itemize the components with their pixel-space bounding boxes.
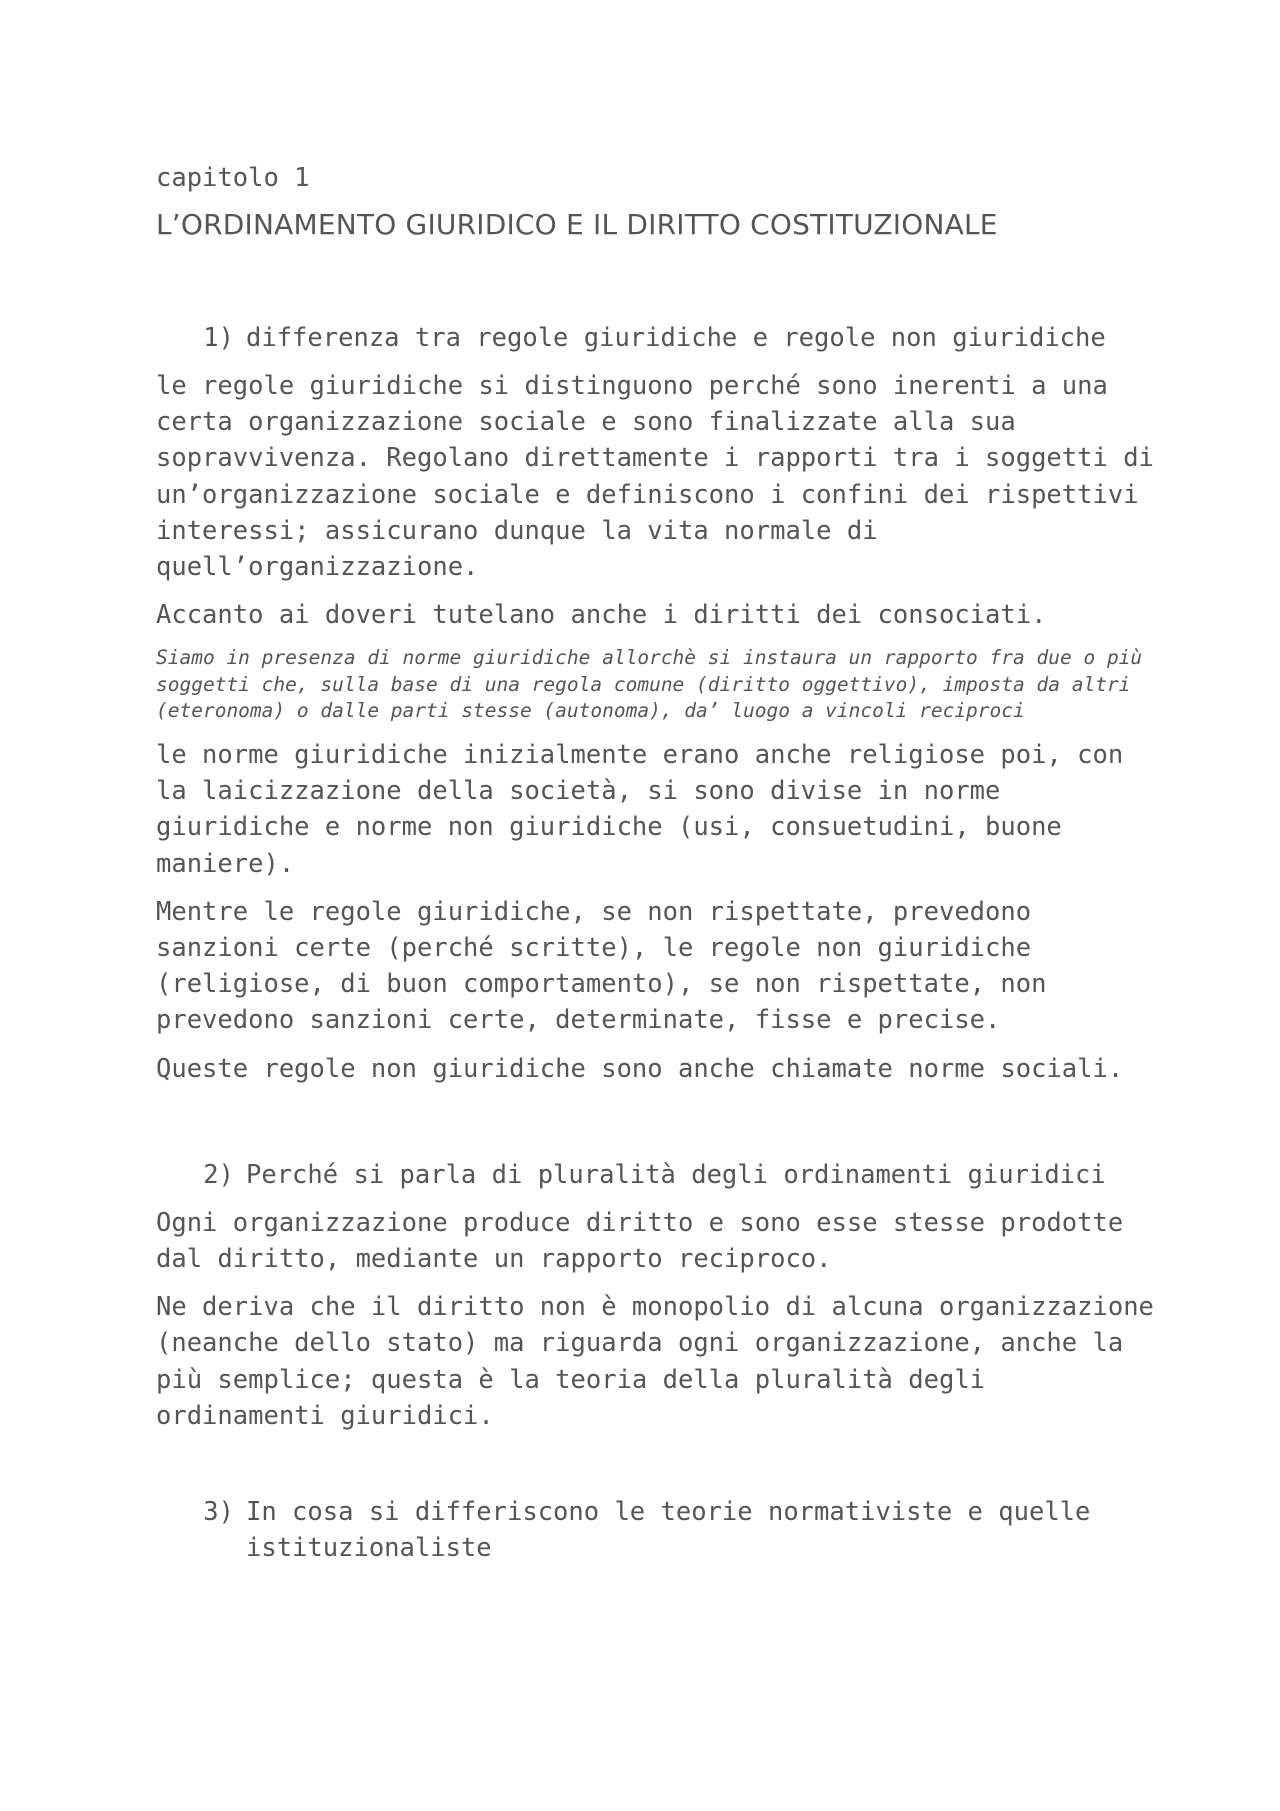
paragraph: Ne deriva che il diritto non è monopolio di alcuna organizzazione (neanche dello stato) ma riguarda ogni organizzazione, anche la più semplice; questa è la teoria della pluralità degli ordinamenti giuridici. <box>156 1292 1154 1431</box>
question-text: Perché si parla di pluralità degli ordinamenti giuridici <box>246 1159 1106 1190</box>
question-number: 3) <box>203 1496 234 1527</box>
italic-note: Siamo in presenza di norme giuridiche allorchè si instaura un rapporto fra due o più soggetti che, sulla base di una regola comune (diritto oggettivo), imposta da altri (eteronoma) o dalle parti stesse (autonoma), da’ luogo a vincoli reciproci <box>156 646 1143 723</box>
document-content <box>156 160 1156 1578</box>
paragraph: le norme giuridiche inizialmente erano anche religiose poi, con la laicizzazione della società, si sono divise in norme giuridiche e norme non giuridiche (usi, consuetudini, buone maniere). <box>156 739 1124 879</box>
question-number: 2) <box>203 1159 234 1190</box>
question-text: differenza tra regole giuridiche e regole non giuridiche <box>246 323 1106 353</box>
paragraph: le regole giuridiche si distinguono perché sono inerenti a una certa organizzazione sociale e sono finalizzate alla sua sopravvivenza. Regolano direttamente i rapporti tra i soggetti di un’organizzazione sociale e definiscono i confini dei rispettivi interessi; assicurano dunque la vita normale di quell’organizzazione. <box>156 371 1154 583</box>
section-spacer <box>156 1446 1156 1494</box>
paragraph: Mentre le regole giuridiche, se non rispettate, prevedono sanzioni certe (perché scritte), le regole non giuridiche (religiose, di buon comportamento), se non rispettate, non prevedono sanzioni certe, determinate, fisse e precise. <box>156 896 1047 1036</box>
paragraph: Queste regole non giuridiche sono anche chiamate norme sociali. <box>156 1053 1124 1084</box>
question-3 <box>156 1494 1156 1566</box>
chapter-label: capitolo 1 <box>156 163 310 193</box>
question-text: In cosa si differiscono le teorie normativiste e quelle istituzionaliste <box>246 1496 1091 1563</box>
question-1 <box>156 320 1156 356</box>
question-number: 1) <box>203 323 234 353</box>
chapter-title: L’ORDINAMENTO GIURIDICO E IL DIRITTO COSTITUZIONALE <box>156 208 998 241</box>
paragraph: Ogni organizzazione produce diritto e sono esse stesse prodotte dal diritto, mediante un rapporto reciproco. <box>156 1207 1124 1274</box>
question-2 <box>156 1157 1156 1193</box>
paragraph: Accanto ai doveri tutelano anche i diritti dei consociati. <box>156 600 1047 631</box>
section-spacer <box>156 1099 1156 1157</box>
